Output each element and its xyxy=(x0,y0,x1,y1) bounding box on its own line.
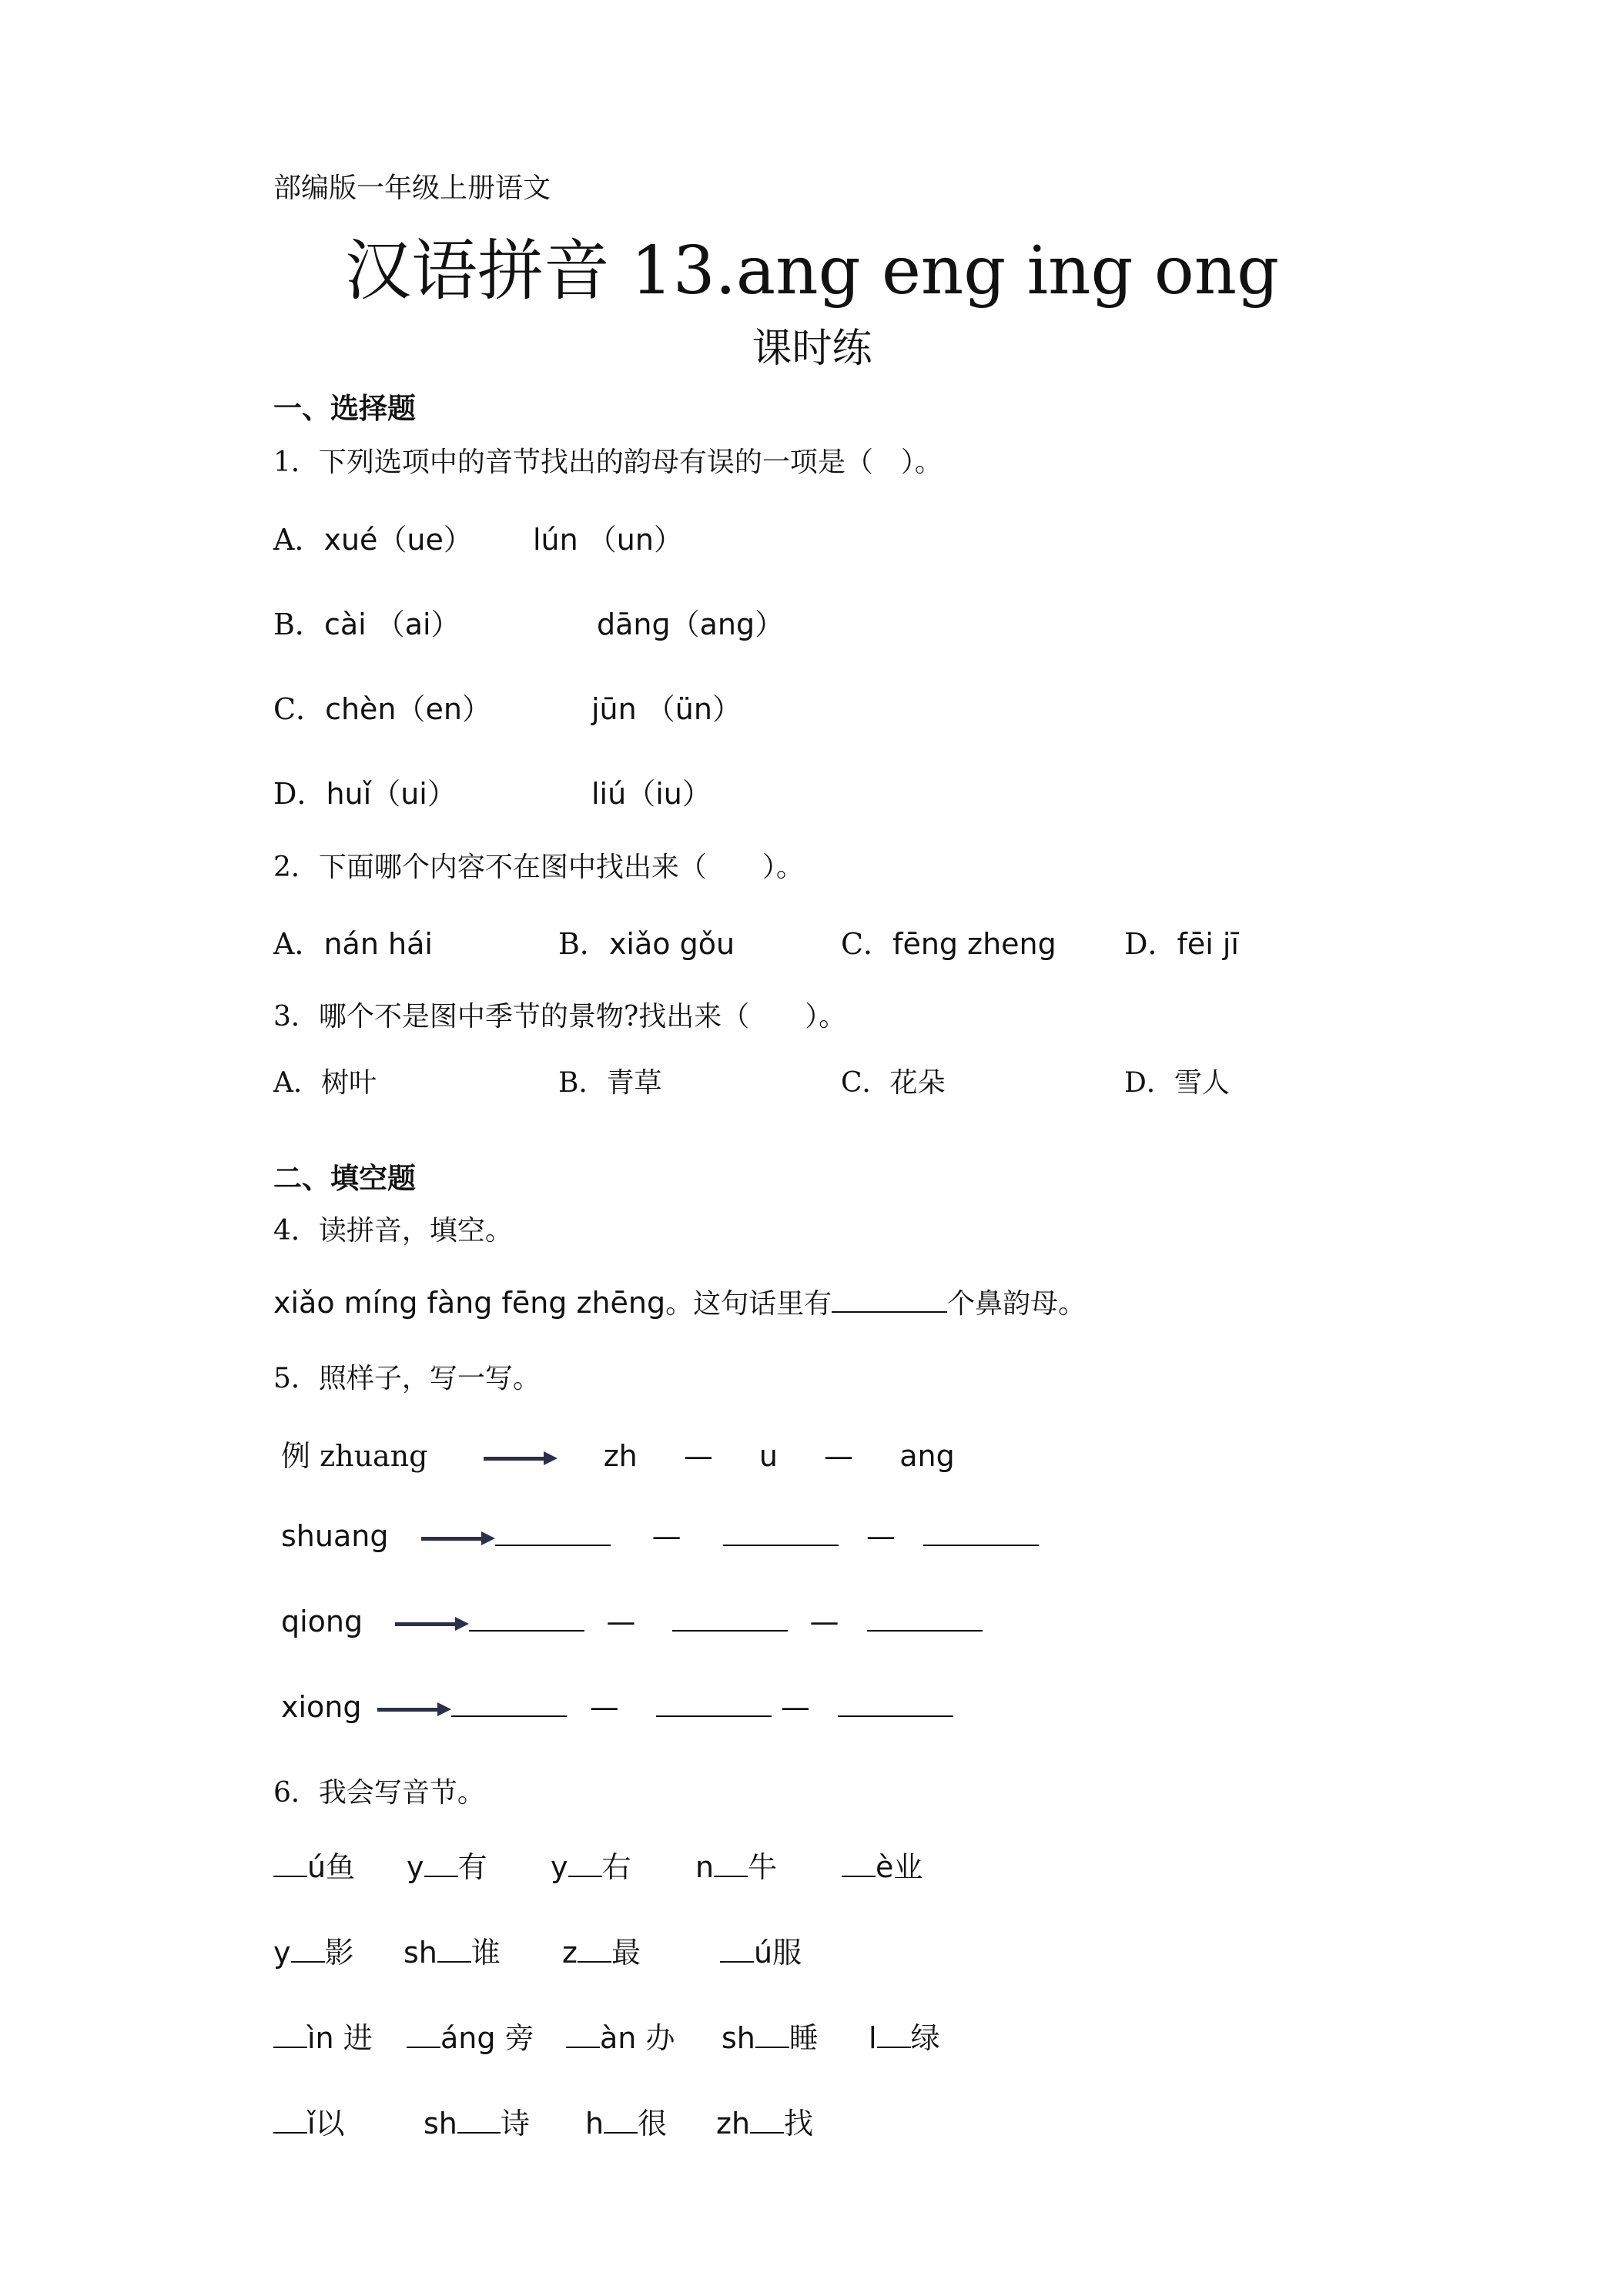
syllable-blank[interactable] xyxy=(568,1853,602,1877)
syllable-blank[interactable] xyxy=(750,2109,784,2134)
option-text: xiǎo gǒu xyxy=(608,927,735,961)
example-word: 例 zhuang xyxy=(281,1439,428,1473)
syllable-post: 谁 xyxy=(470,1936,501,1970)
arrow-icon xyxy=(395,1617,469,1631)
syllable-pre: sh xyxy=(424,2107,457,2140)
syllable-post: ú服 xyxy=(754,1936,802,1970)
dash: — xyxy=(866,1519,896,1553)
option-label: A． xyxy=(273,523,324,557)
syllable-blank[interactable] xyxy=(720,1938,754,1963)
q1-option-c[interactable] xyxy=(273,685,491,728)
syllable-blank[interactable] xyxy=(755,2023,789,2048)
dash: — xyxy=(683,1439,713,1473)
option-text: 树叶 xyxy=(321,1067,377,1099)
option-label: A． xyxy=(273,1067,321,1099)
final-blank[interactable] xyxy=(867,1604,983,1632)
syllable-post: ǐ以 xyxy=(307,2107,345,2140)
q3-option-d[interactable] xyxy=(1124,1061,1230,1100)
q1-option-b[interactable] xyxy=(273,601,460,643)
option-label: B． xyxy=(558,927,609,961)
q6-item xyxy=(273,1929,354,1971)
question-3-prompt: 3．哪个不是图中季节的景物?找出来（ ）。 xyxy=(273,1001,847,1033)
q2-option-a[interactable] xyxy=(273,920,433,962)
initial-blank[interactable] xyxy=(495,1518,611,1546)
syllable-blank[interactable] xyxy=(578,1938,611,1963)
q5-row-xiong xyxy=(281,1689,953,1724)
option-label: C． xyxy=(841,927,893,961)
initial-blank[interactable] xyxy=(451,1689,567,1717)
q5-example-row xyxy=(281,1432,955,1474)
arrow-icon xyxy=(484,1451,558,1465)
option-label: A． xyxy=(273,927,324,961)
q6-item xyxy=(716,2100,813,2142)
option-label: D． xyxy=(273,777,326,811)
q1-option-c-right: jūn （ün） xyxy=(591,692,742,726)
q1-option-d[interactable] xyxy=(273,770,457,812)
syllable-pre: sh xyxy=(722,2021,755,2055)
q6-item xyxy=(273,1843,355,1886)
option-text: fēng zheng xyxy=(892,927,1056,961)
q6-item xyxy=(722,2014,819,2057)
q3-option-c[interactable] xyxy=(841,1061,946,1100)
syllable-blank[interactable] xyxy=(714,1853,748,1877)
syllable-pre: y xyxy=(551,1850,568,1884)
syllable-post: 最 xyxy=(611,1936,641,1970)
q1-option-a-right: lún （un） xyxy=(533,523,683,557)
syllable-post: 诗 xyxy=(500,2107,530,2140)
option-text: 青草 xyxy=(606,1067,662,1099)
word: xiong xyxy=(281,1690,362,1724)
syllable-post: 绿 xyxy=(910,2021,940,2055)
medial-blank[interactable] xyxy=(672,1604,788,1632)
option-label: B． xyxy=(273,607,324,641)
option-label: C． xyxy=(841,1067,890,1099)
q3-option-b[interactable] xyxy=(558,1061,661,1100)
dash: — xyxy=(606,1605,636,1638)
syllable-blank[interactable] xyxy=(566,2023,600,2048)
syllable-blank[interactable] xyxy=(273,2023,307,2048)
syllable-post: àn 办 xyxy=(600,2021,675,2055)
q6-item xyxy=(842,1843,922,1886)
nasal-count-blank[interactable] xyxy=(832,1285,947,1313)
medial-blank[interactable] xyxy=(656,1689,772,1717)
dash: — xyxy=(651,1519,681,1553)
q6-item xyxy=(273,2100,345,2142)
syllable-post: ìn 进 xyxy=(307,2021,373,2055)
option-text: fēi jī xyxy=(1177,927,1239,961)
sentence-pinyin: xiǎo míng fàng fēng zhēng xyxy=(273,1286,666,1320)
syllable-pre: z xyxy=(562,1936,578,1970)
q6-item xyxy=(869,2014,940,2057)
option-label: C． xyxy=(273,692,326,726)
option-text: nán hái xyxy=(323,927,433,961)
syllable-blank[interactable] xyxy=(457,2109,501,2134)
syllable-pre: y xyxy=(407,1850,424,1884)
question-5-prompt: 5．照样子，写一写。 xyxy=(273,1363,541,1394)
question-4-prompt: 4．读拼音，填空。 xyxy=(273,1215,513,1247)
q5-row-shuang xyxy=(281,1518,1039,1553)
option-text: 花朵 xyxy=(889,1067,946,1099)
option-text: 雪人 xyxy=(1174,1067,1230,1099)
q2-option-d[interactable] xyxy=(1124,920,1239,962)
q3-option-a[interactable] xyxy=(273,1061,377,1100)
syllable-pre: sh xyxy=(403,1936,437,1970)
q2-option-c[interactable] xyxy=(841,920,1056,962)
page-title: 汉语拼音 13.ang eng ing ong xyxy=(344,233,1280,310)
syllable-post: 找 xyxy=(784,2107,814,2140)
syllable-post: 很 xyxy=(638,2107,668,2140)
syllable-blank[interactable] xyxy=(273,2109,307,2134)
syllable-post: áng 旁 xyxy=(440,2021,534,2055)
page-subtitle: 课时练 xyxy=(752,326,872,372)
option-left: huǐ（ui） xyxy=(326,777,457,811)
q2-option-b[interactable] xyxy=(558,920,735,962)
section-fill-heading: 二、填空题 xyxy=(273,1161,416,1195)
syllable-blank[interactable] xyxy=(604,2109,638,2134)
syllable-pre: l xyxy=(869,2021,877,2055)
q6-item xyxy=(403,1929,501,1971)
syllable-blank[interactable] xyxy=(842,1853,876,1877)
word: shuang xyxy=(281,1519,389,1553)
q6-item xyxy=(424,2100,530,2142)
syllable-pre: y xyxy=(273,1936,291,1970)
option-label: B． xyxy=(558,1067,607,1099)
syllable-post: 影 xyxy=(324,1936,354,1970)
example-part: ang xyxy=(899,1439,955,1473)
q6-item xyxy=(720,1929,802,1971)
final-blank[interactable] xyxy=(923,1518,1039,1546)
q1-option-b-right: dānɡ（ang） xyxy=(597,607,785,641)
subject-header: 部编版一年级上册语文 xyxy=(273,172,551,204)
question-4-sentence xyxy=(273,1282,1086,1321)
q6-item xyxy=(566,2014,675,2057)
syllable-blank[interactable] xyxy=(877,2023,911,2048)
q6-item xyxy=(407,1843,487,1886)
q6-item xyxy=(551,1843,631,1886)
section-choice-heading: 一、选择题 xyxy=(273,391,416,425)
syllable-blank[interactable] xyxy=(437,1938,471,1963)
option-left: cài （ai） xyxy=(323,607,460,641)
q6-item xyxy=(695,1843,777,1886)
sentence-mid: 。这句话里有 xyxy=(665,1288,832,1320)
dash: — xyxy=(589,1690,619,1724)
syllable-blank[interactable] xyxy=(407,2023,440,2048)
syllable-post: ú鱼 xyxy=(307,1850,356,1884)
dash: — xyxy=(780,1690,810,1724)
syllable-post: 牛 xyxy=(748,1850,778,1884)
word: qiong xyxy=(281,1605,363,1638)
sentence-end: 个鼻韵母。 xyxy=(947,1288,1087,1320)
syllable-pre: h xyxy=(585,2107,604,2140)
syllable-post: 有 xyxy=(457,1850,487,1884)
syllable-post: 右 xyxy=(601,1850,631,1884)
example-part: zh xyxy=(603,1439,638,1473)
syllable-blank[interactable] xyxy=(273,1853,307,1877)
arrow-icon xyxy=(377,1702,451,1716)
syllable-blank[interactable] xyxy=(424,1853,458,1877)
syllable-post: è业 xyxy=(876,1850,923,1884)
syllable-pre: zh xyxy=(716,2107,751,2140)
arrow-icon xyxy=(421,1531,495,1545)
q6-item xyxy=(562,1929,641,1971)
question-1-prompt: 1．下列选项中的音节找出的韵母有误的一项是（ ）。 xyxy=(273,447,943,478)
option-left: xué（ue） xyxy=(323,523,473,557)
q6-item xyxy=(273,2014,373,2057)
syllable-blank[interactable] xyxy=(291,1938,325,1963)
question-6-prompt: 6．我会写音节。 xyxy=(273,1777,485,1809)
option-left: chèn（en） xyxy=(325,692,491,726)
option-label: D． xyxy=(1124,1067,1174,1099)
syllable-pre: n xyxy=(695,1850,715,1884)
final-blank[interactable] xyxy=(838,1689,953,1717)
q6-item xyxy=(407,2014,534,2057)
example-part: u xyxy=(758,1439,779,1473)
q5-row-qiong xyxy=(281,1604,983,1638)
syllable-post: 睡 xyxy=(789,2021,819,2055)
medial-blank[interactable] xyxy=(723,1518,839,1546)
dash: — xyxy=(809,1605,839,1638)
q6-item xyxy=(585,2100,667,2142)
question-2-prompt: 2．下面哪个内容不在图中找出来（ ）。 xyxy=(273,852,804,883)
dash: — xyxy=(824,1439,854,1473)
q1-option-d-right: liú（iu） xyxy=(591,777,712,811)
initial-blank[interactable] xyxy=(469,1604,584,1632)
option-label: D． xyxy=(1124,927,1177,961)
q1-option-a[interactable] xyxy=(273,516,473,558)
